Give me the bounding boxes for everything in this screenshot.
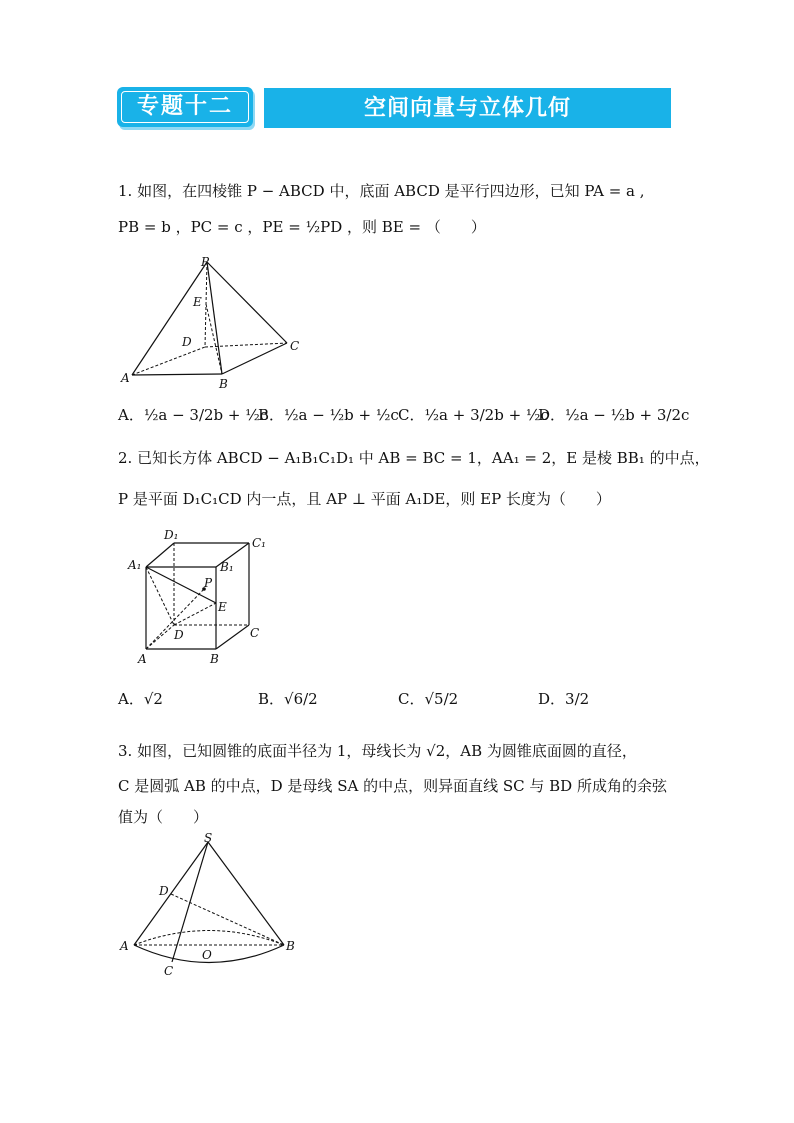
label-b: B: [219, 377, 228, 391]
edge-bc: [216, 625, 249, 649]
label-b: B: [286, 939, 295, 953]
section-tag: [117, 87, 253, 127]
label-d: D: [174, 628, 184, 642]
q1-option-b[interactable]: B．½a − ½b + ½c: [258, 406, 399, 424]
generatrix-sb: [208, 842, 284, 945]
q1-option-c[interactable]: C．½a + 3/2b + ½c: [398, 406, 549, 424]
q2-line1: 2. 已知长方体 ABCD − A₁B₁C₁D₁ 中 AB = BC = 1，AA₁ = 2，E 是棱 BB₁ 的中点，: [118, 449, 710, 467]
label-b: B: [210, 652, 219, 666]
label-p: P: [204, 576, 213, 590]
label-e: E: [218, 600, 227, 614]
label-a: A: [138, 652, 147, 666]
segment-de: [174, 603, 216, 625]
q2-option-b[interactable]: B．√6/2: [258, 690, 318, 708]
q1-option-d[interactable]: D．½a − ½b + 3/2c: [538, 406, 690, 424]
label-c: C: [164, 964, 174, 978]
label-d1: D₁: [164, 528, 179, 542]
label-c: C: [290, 339, 300, 353]
q2-line2: P 是平面 D₁C₁CD 内一点，且 AP ⊥ 平面 A₁DE，则 EP 长度为（ ）: [118, 490, 611, 508]
edge-pc: [207, 262, 287, 343]
label-p: P: [201, 255, 210, 269]
q3-line3: 值为（ ）: [118, 808, 209, 826]
q1-option-a[interactable]: A．½a − 3/2b + ½c: [118, 406, 269, 424]
q2-option-c[interactable]: C．√5/2: [398, 690, 459, 708]
segment-bd: [171, 894, 284, 945]
edge-a1d1: [146, 543, 174, 567]
generatrix-sa: [134, 842, 208, 945]
section-title: 空间向量与立体几何: [264, 88, 671, 128]
q2-option-d[interactable]: D．3/2: [538, 690, 590, 708]
label-a: A: [121, 371, 130, 385]
q2-option-a[interactable]: A．√2: [118, 690, 163, 708]
label-a: A: [120, 939, 129, 953]
base-back-arc: [134, 931, 284, 946]
edge-pb: [207, 262, 222, 374]
figure-cuboid: [124, 525, 284, 670]
q3-line2: C 是圆弧 AB 的中点，D 是母线 SA 的中点，则异面直线 SC 与 BD 所成角的余弦: [118, 777, 667, 795]
label-b1: B₁: [220, 560, 234, 574]
label-s: S: [204, 831, 213, 845]
segment-a1d: [146, 567, 174, 625]
segment-sc: [172, 842, 208, 962]
edge-ad: [132, 347, 205, 375]
figure-cone: [114, 830, 304, 980]
label-a1: A₁: [128, 558, 142, 572]
edge-bc: [222, 343, 287, 374]
edge-ab: [132, 374, 222, 375]
label-e: E: [193, 295, 202, 309]
label-c: C: [250, 626, 260, 640]
q3-line1: 3. 如图，已知圆锥的底面半径为 1，母线长为 √2，AB 为圆锥底面圆的直径，: [118, 742, 637, 760]
q1-line1: 1. 如图，在四棱锥 P − ABCD 中，底面 ABCD 是平行四边形，已知 PA = a ,: [118, 182, 645, 200]
figure-pyramid: [115, 252, 315, 392]
q1-line2: PB = b ，PC = c ，PE = ½PD ，则 BE = （ ）: [118, 218, 486, 236]
edge-dc: [205, 343, 287, 347]
edge-ad: [146, 625, 174, 649]
section-tag-label: 专题十二: [121, 91, 249, 123]
edge-pa: [132, 262, 207, 375]
label-d: D: [159, 884, 169, 898]
label-o: O: [202, 948, 212, 962]
label-c1: C₁: [252, 536, 266, 550]
label-d: D: [182, 335, 192, 349]
